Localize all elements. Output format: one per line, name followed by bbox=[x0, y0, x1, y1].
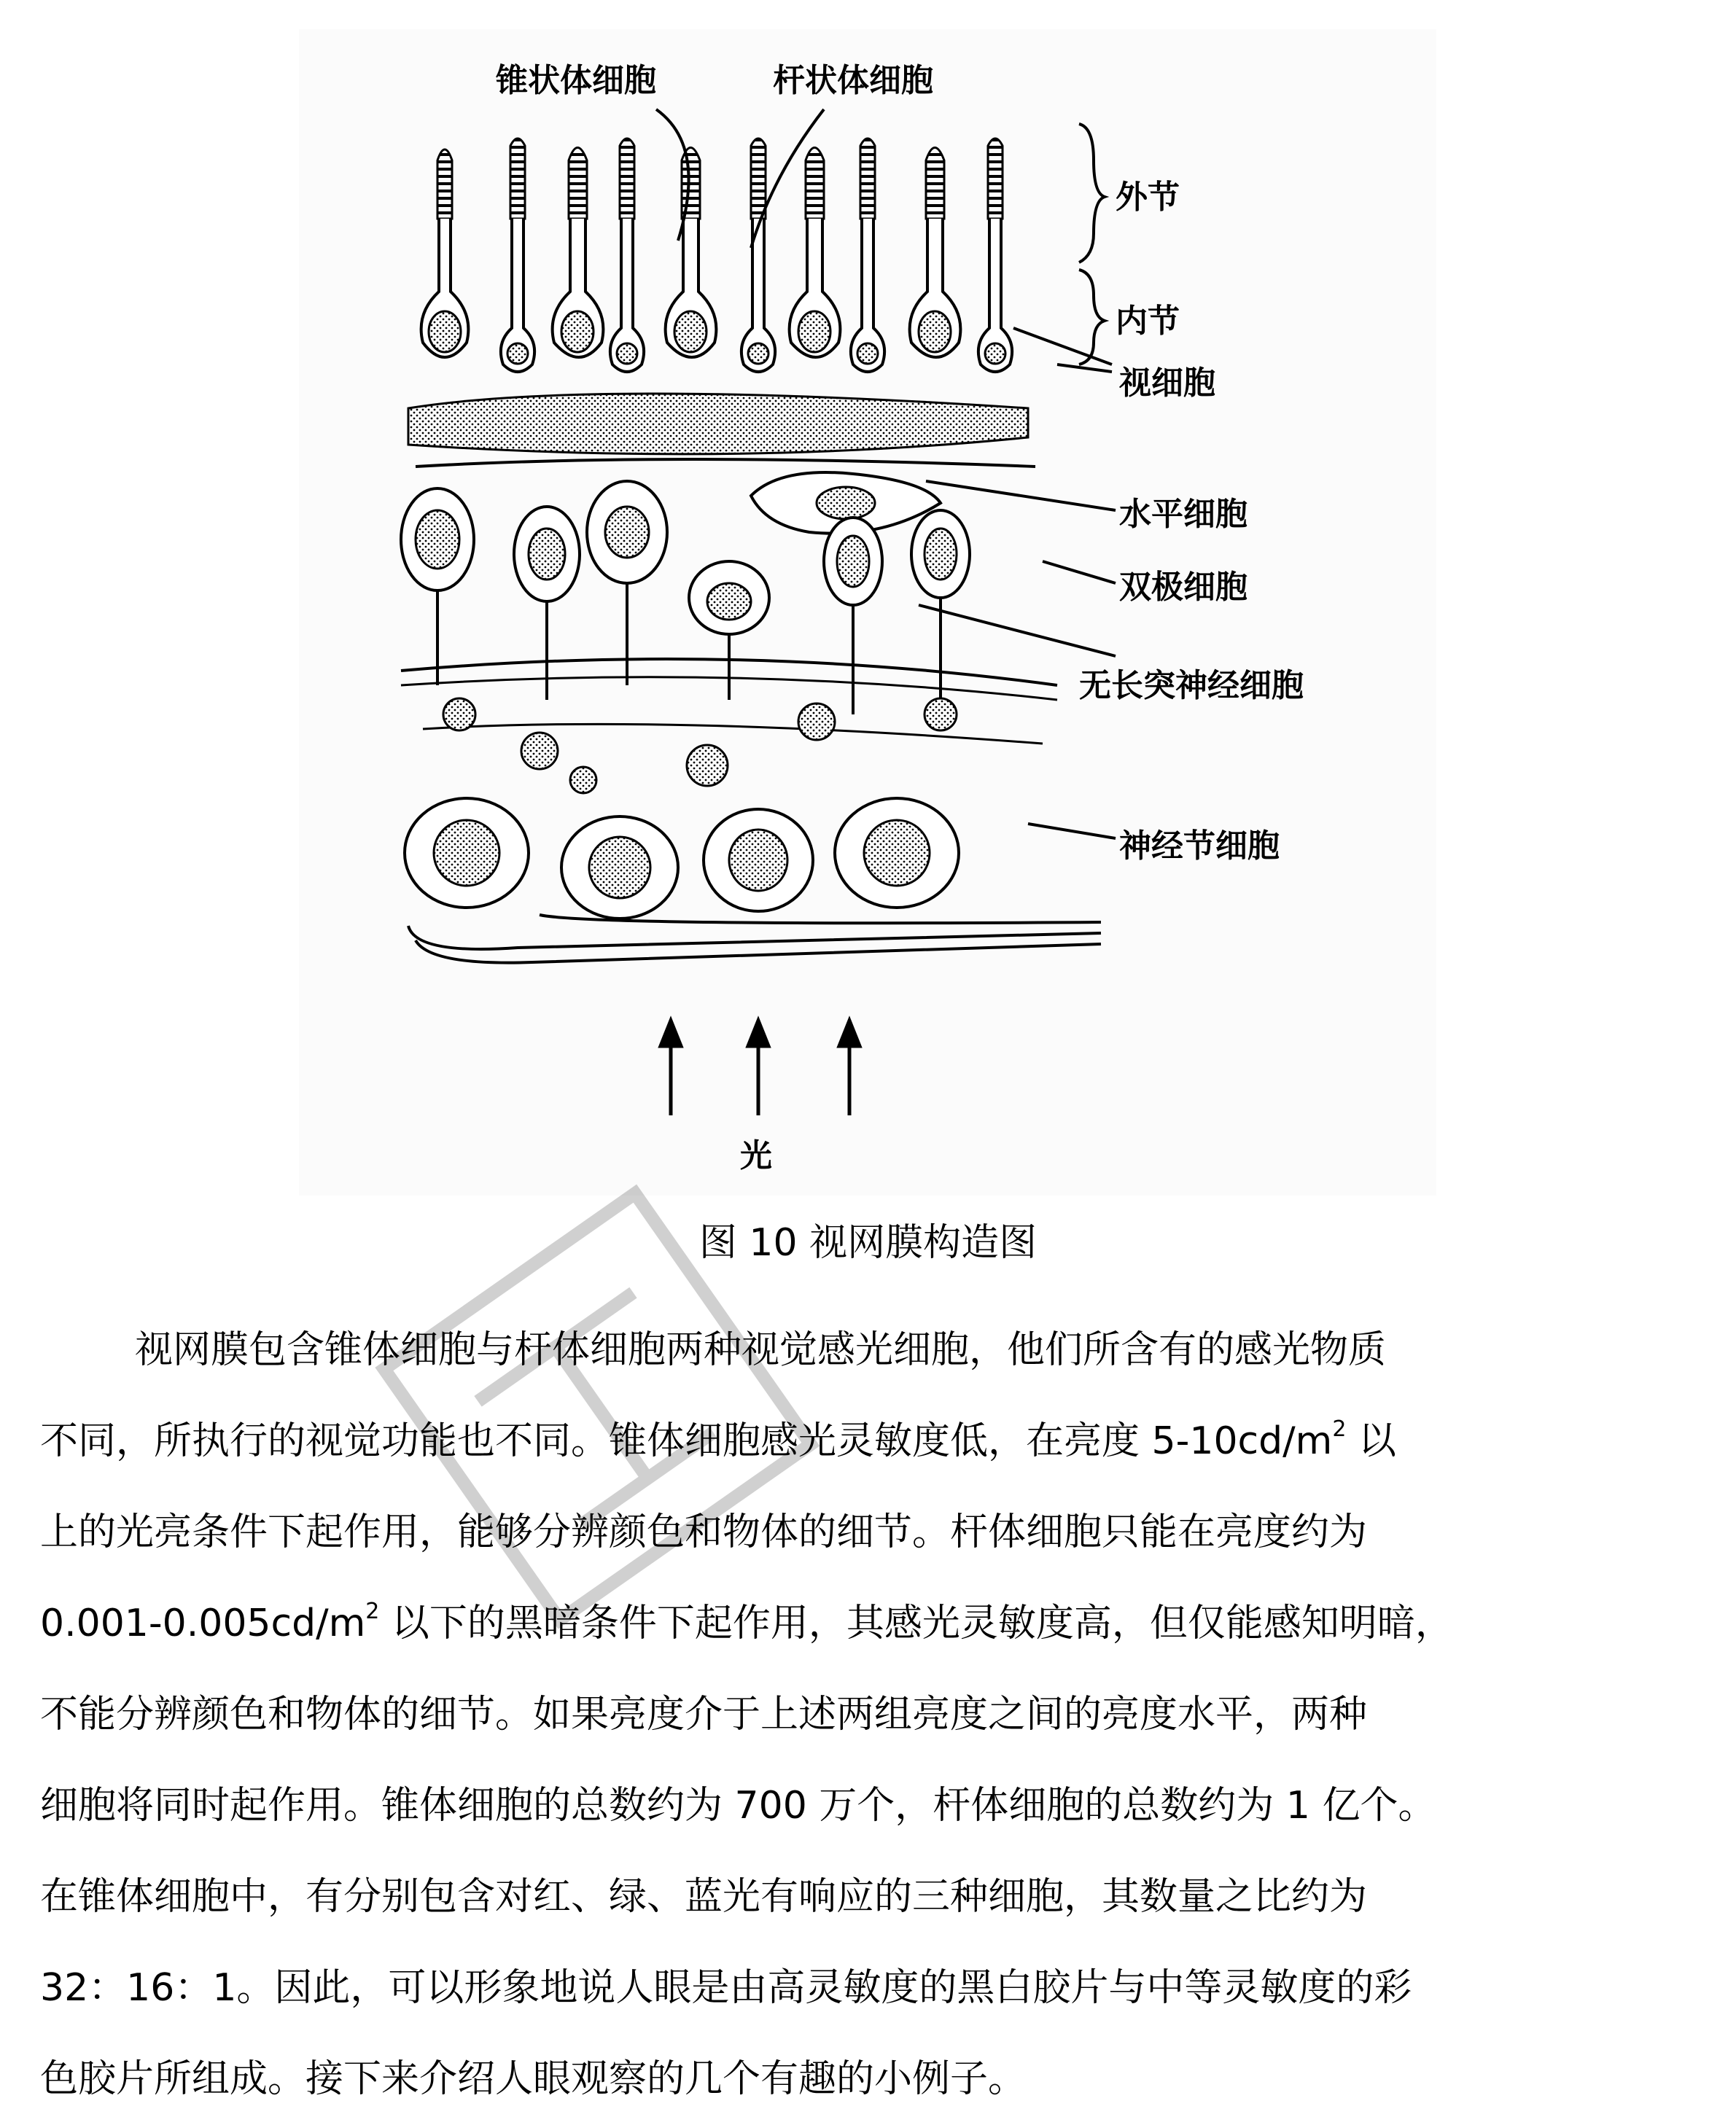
paragraph-line: 32：16：1。因此，可以形象地说人眼是由高灵敏度的黑白胶片与中等灵敏度的彩 bbox=[40, 1966, 1412, 2010]
superscript: 2 bbox=[365, 1599, 380, 1624]
paragraph-line: 细胞将同时起作用。锥体细胞的总数约为 700 万个，杆体细胞的总数约为 1 亿个。 bbox=[40, 1784, 1436, 1828]
label-amacrine-cell: 无长突神经细胞 bbox=[1079, 667, 1304, 704]
light-arrows bbox=[661, 1021, 860, 1115]
amacrine-cells bbox=[443, 698, 957, 793]
paragraph-line: 在锥体细胞中，有分别包含对红、绿、蓝光有响应的三种细胞，其数量之比约为 bbox=[40, 1875, 1368, 1919]
paragraph-line: 上的光亮条件下起作用，能够分辨颜色和物体的细节。杆体细胞只能在亮度约为 bbox=[40, 1510, 1368, 1554]
label-bipolar-cell: 双极细胞 bbox=[1119, 569, 1247, 606]
outer-plexiform-layer bbox=[408, 394, 1028, 454]
label-cone-cell: 锥状体细胞 bbox=[496, 62, 656, 99]
superscript: 2 bbox=[1332, 1416, 1347, 1442]
paragraph-line: 不同，所执行的视觉功能也不同。锥体细胞感光灵敏度低，在亮度 $5-10cd/m^2$ 以 bbox=[40, 1416, 1396, 1463]
label-horizontal-cell: 水平细胞 bbox=[1119, 496, 1247, 533]
label-ganglion-cell: 神经节细胞 bbox=[1119, 827, 1280, 865]
paragraph-line: $0.001-0.005cd/m^2$ 以下的黑暗条件下起作用，其感光灵敏度高，但仅能感知明暗， bbox=[40, 1599, 1453, 1645]
figure-caption: 图 10 视网膜构造图 bbox=[698, 1221, 1038, 1265]
outer-segments bbox=[437, 139, 1003, 219]
retina-diagram bbox=[299, 29, 1436, 1196]
optic-nerve-fibers bbox=[408, 915, 1101, 963]
label-inner-segment: 内节 bbox=[1116, 303, 1180, 340]
label-rod-cell: 杆状体细胞 bbox=[773, 62, 933, 99]
body-paragraph bbox=[40, 1305, 1702, 2125]
label-photoreceptor: 视细胞 bbox=[1119, 364, 1215, 402]
paragraph-line: 色胶片所组成。接下来介绍人眼观察的几个有趣的小例子。 bbox=[40, 2057, 1027, 2101]
label-outer-segment: 外节 bbox=[1116, 179, 1180, 216]
paragraph-line: 视网膜包含锥体细胞与杆体细胞两种视觉感光细胞，他们所含有的感光物质 bbox=[135, 1328, 1387, 1372]
paragraph-line: 不能分辨颜色和物体的细节。如果亮度介于上述两组亮度之间的亮度水平，两种 bbox=[40, 1693, 1368, 1736]
label-light: 光 bbox=[740, 1137, 772, 1174]
